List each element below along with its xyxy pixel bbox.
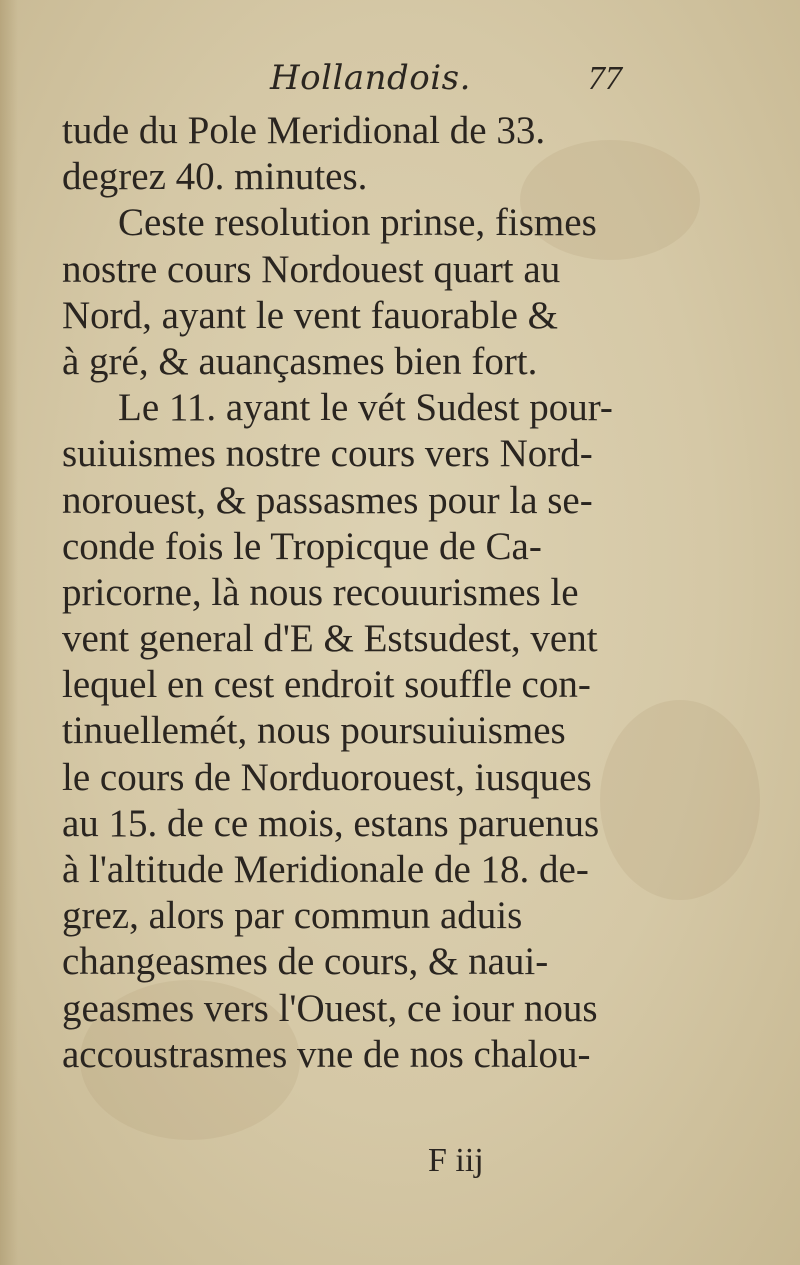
text-line: vent general d'E & Estsudest, vent (62, 617, 598, 661)
text-line: à l'altitude Meridionale de 18. de- (62, 848, 589, 891)
text-line: conde fois le Tropicque de Ca- (62, 524, 542, 568)
text-line: geasmes vers l'Ouest, ce iour nous (62, 986, 598, 1030)
running-head (270, 58, 670, 108)
text-line: tinuellemét, nous poursuiuismes (62, 709, 566, 753)
body-text (62, 108, 662, 1078)
text-line: Nord, ayant le vent fauorable & (62, 293, 558, 337)
text-line: le cours de Norduorouest, iusques (62, 755, 592, 799)
running-title: Hollandois. (270, 58, 471, 98)
text-line: Le 11. ayant le vét Sudest pour- (118, 386, 613, 430)
text-line: à gré, & auançasmes bien fort. (62, 339, 538, 383)
signature-mark: F iij (428, 1142, 484, 1179)
gutter-shadow (0, 0, 18, 1265)
text-line: degrez 40. minutes. (62, 155, 368, 199)
text-line: changeasmes de cours, & naui- (62, 940, 549, 984)
text-line: pricorne, là nous recouurismes le (62, 570, 579, 614)
text-line: Ceste resolution prinse, fismes (118, 201, 597, 245)
text-line: grez, alors par commun aduis (62, 894, 523, 938)
text-line: nostre cours Nordouest quart au (62, 247, 561, 291)
text-line: lequel en cest endroit souffle con- (62, 663, 591, 707)
text-line: norouest, & passasmes pour la se- (62, 478, 593, 522)
text-line: suiuismes nostre cours vers Nord- (62, 432, 593, 476)
text-line: accoustrasmes vne de nos chalou- (62, 1032, 591, 1076)
text-line: au 15. de ce mois, estans paruenus (62, 801, 600, 845)
text-line: tude du Pole Meridional de 33. (62, 109, 546, 152)
page-number: 77 (588, 60, 622, 97)
